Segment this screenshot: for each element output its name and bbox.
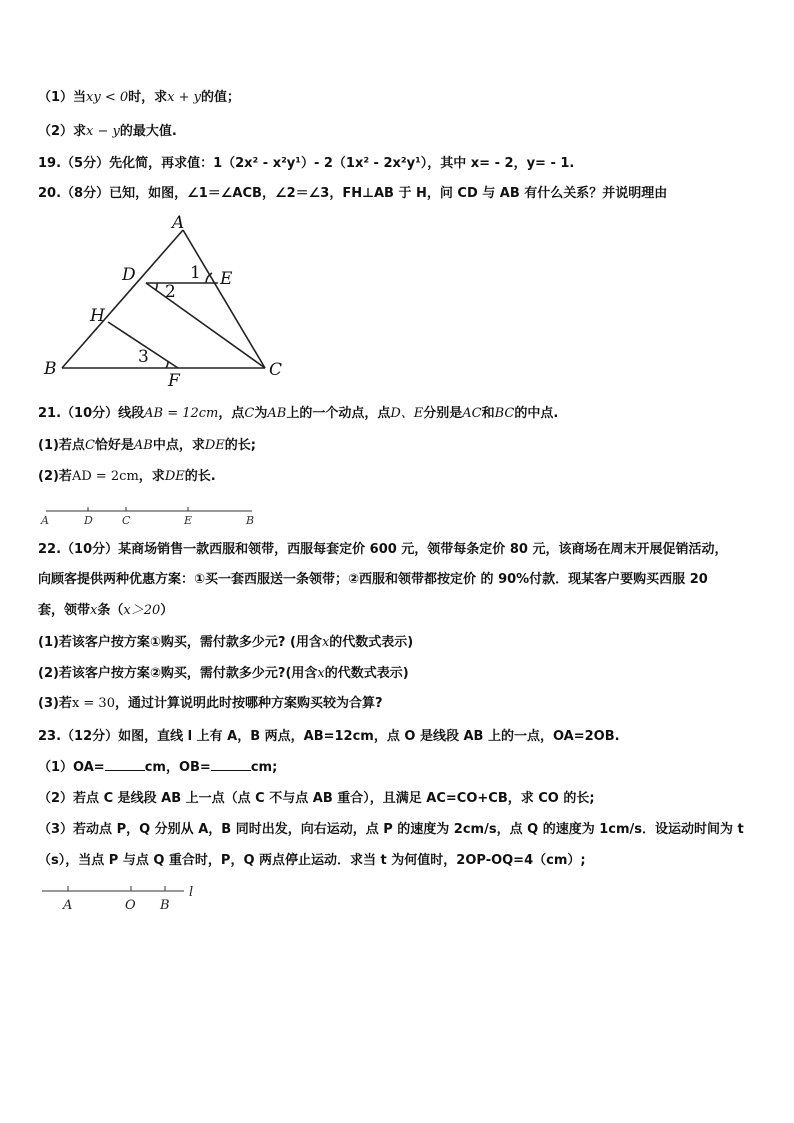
math-expr: C xyxy=(244,406,255,421)
text: ，通过计算说明此时按哪种方案购买较为合算? xyxy=(114,696,383,711)
q23-stem: 23.（12分）如图，直线 l 上有 A，B 两点，AB=12cm，点 O 是线段 AB 上的一点，OA=2OB. xyxy=(38,729,620,744)
text: cm; xyxy=(250,760,278,775)
label-e: E xyxy=(184,514,193,527)
q21-part1 xyxy=(38,436,256,456)
label-h: H xyxy=(90,306,105,326)
math-expr: x xyxy=(90,603,98,618)
text: 21.（10分）线段 xyxy=(38,406,145,421)
q22-part2 xyxy=(38,664,409,684)
segment-dc xyxy=(146,283,265,368)
answer-blank-ob[interactable] xyxy=(211,758,251,771)
text: 的中点. xyxy=(514,406,559,421)
text: 和 xyxy=(481,406,495,421)
text: 的最大值. xyxy=(119,124,177,139)
text: (2)若该客户按方案②购买，需付款多少元?(用含 xyxy=(38,666,318,681)
text: （1）当 xyxy=(38,90,87,105)
text: (1)若该客户按方案①购买，需付款多少元? (用含 xyxy=(38,635,322,650)
math-expr: x xyxy=(321,635,330,650)
math-expr: x＞20 xyxy=(123,603,161,618)
text: 上的一个动点，点 xyxy=(286,406,391,421)
math-expr: AB = 12cm xyxy=(144,406,219,421)
question-20: 20.（8分）已知，如图，∠1＝∠ACB，∠2＝∠3，FH⊥AB 于 H，问 CD 与 AB 有什么关系？并说明理由 xyxy=(38,186,668,201)
math-expr: AB xyxy=(133,438,153,453)
label-b: B xyxy=(246,514,255,527)
angle-3-arc xyxy=(166,362,168,369)
text: 时，求 xyxy=(128,90,168,105)
label-d: D xyxy=(84,514,93,527)
label-c: C xyxy=(269,360,283,380)
math-expr: AD = 2cm xyxy=(71,469,139,484)
math-expr: AC xyxy=(462,406,482,421)
q22-part1 xyxy=(38,633,413,653)
q22-line-3 xyxy=(38,601,173,621)
math-expr: DE xyxy=(204,438,225,453)
text: （2）求 xyxy=(38,124,87,139)
label-f: F xyxy=(168,371,180,387)
text: (2)若 xyxy=(38,469,72,484)
math-expr: x + y xyxy=(167,90,202,105)
q21-stem xyxy=(38,404,558,424)
text: 的长; xyxy=(224,438,256,453)
side-ac xyxy=(183,230,265,368)
math-expr: x − y xyxy=(86,124,120,139)
q23-part1 xyxy=(38,758,277,778)
label-l: l xyxy=(189,885,194,900)
label-a: A xyxy=(172,213,185,233)
q22-part3 xyxy=(38,694,383,714)
text: (3)若 xyxy=(38,696,72,711)
label-o: O xyxy=(125,898,136,913)
q22-line-1: 22.（10分）某商场销售一款西服和领带，西服每套定价 600 元，领带每条定价 80 元，该商场在周末开展促销活动， xyxy=(38,542,728,557)
triangle-figure xyxy=(40,212,300,387)
text: 分别是 xyxy=(423,406,463,421)
q18-part2 xyxy=(38,122,177,142)
q23-part3-line2: （s），当点 P 与点 Q 重合时，P，Q 两点停止运动．求当 t 为何值时，2OP-OQ=4（cm）; xyxy=(38,853,586,868)
angle-3-label: 3 xyxy=(138,347,149,367)
text: (1)若点 xyxy=(38,438,85,453)
question-19: 19.（5分）先化简，再求值：1（2x² - x²y¹）- 2（1x² - 2x²y¹），其中 x= - 2，y= - 1. xyxy=(38,156,575,171)
math-expr: BC xyxy=(494,406,515,421)
label-d: D xyxy=(122,265,136,285)
text: 的代数式表示) xyxy=(324,666,409,681)
label-c: C xyxy=(122,514,131,527)
angle-1-label: 1 xyxy=(190,263,201,283)
math-expr: AB xyxy=(267,406,287,421)
label-a: A xyxy=(63,898,73,913)
answer-blank-oa[interactable] xyxy=(105,758,145,771)
math-expr: DE xyxy=(164,469,185,484)
label-b: B xyxy=(160,898,170,913)
text: 条（ xyxy=(97,603,124,618)
math-expr: xy < 0 xyxy=(86,90,129,105)
text: ，求 xyxy=(138,469,165,484)
math-expr: x = 30 xyxy=(71,696,115,711)
text: 套，领带 xyxy=(38,603,91,618)
label-b: B xyxy=(44,359,57,379)
q23-part3-line1: （3）若动点 P，Q 分别从 A，B 同时出发，向右运动，点 P 的速度为 2cm/s，点 Q 的速度为 1cm/s．设运动时间为 t xyxy=(38,822,744,837)
text: 的值； xyxy=(201,90,241,105)
segment-figure-q21 xyxy=(38,500,263,530)
math-expr: D、E xyxy=(390,406,424,421)
label-a: A xyxy=(41,514,49,527)
math-expr: x xyxy=(317,666,325,681)
text: 为 xyxy=(254,406,268,421)
label-e: E xyxy=(220,269,233,289)
text: 的代数式表示) xyxy=(329,635,414,650)
text: 恰好是 xyxy=(94,438,134,453)
text: 的长. xyxy=(184,469,216,484)
text: 中点，求 xyxy=(152,438,205,453)
line-figure-q23 xyxy=(38,880,208,916)
math-expr: C xyxy=(84,438,95,453)
q18-part1 xyxy=(38,88,240,108)
q23-part2: （2）若点 C 是线段 AB 上一点（点 C 不与点 AB 重合），且满足 AC=CO+CB，求 CO 的长; xyxy=(38,791,595,806)
text: ，点 xyxy=(218,406,245,421)
angle-2-arc xyxy=(156,283,157,290)
q21-part2 xyxy=(38,467,216,487)
text: （1）OA= xyxy=(38,760,105,775)
q22-line-2: 向顾客提供两种优惠方案：①买一套西服送一条领带；②西服和领带都按定价 的 90%付款．现某客户要购买西服 20 xyxy=(38,572,708,587)
text: cm，OB= xyxy=(144,760,211,775)
text: ） xyxy=(160,603,174,618)
angle-2-label: 2 xyxy=(165,282,176,302)
